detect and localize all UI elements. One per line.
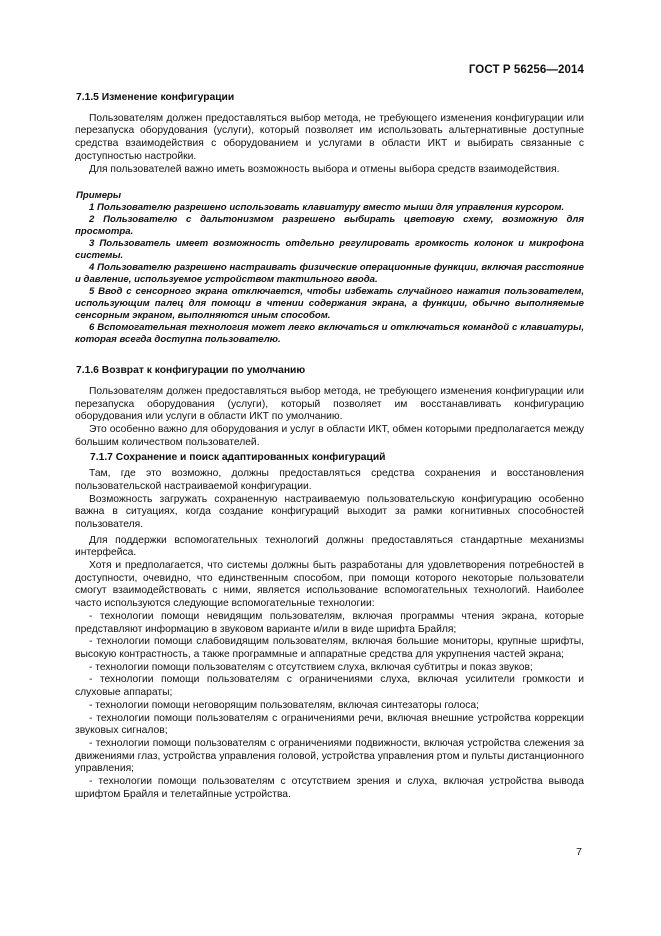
example-item: 5 Ввод с сенсорного экрана отключается, чтобы избежать случайного нажатия пользователем, использующим палец для помощи в чтении содержания экрана, а функции, обычно выполняемые сенсорным экраном, выполняются иным способом. xyxy=(75,286,584,322)
paragraph: Для поддержки вспомогательных технологий должны предоставляться стандартные механизмы интерфейса. xyxy=(75,534,584,559)
section-heading-7-1-5: 7.1.5 Изменение конфигурации xyxy=(76,92,235,103)
section-heading-7-1-7: 7.1.7 Сохранение и поиск адаптированных конфигураций xyxy=(90,452,386,464)
example-item: 2 Пользователю с дальтонизмом разрешено выбирать цветовую схему, возможную для просмотра. xyxy=(75,214,584,238)
list-item: - технологии помощи неговорящим пользователям, включая синтезаторы голоса; xyxy=(89,699,479,711)
document-code-header: ГОСТ Р 56256—2014 xyxy=(468,64,584,76)
examples-title: Примеры xyxy=(76,190,122,202)
paragraph: Там, где это возможно, должны предоставляться средства сохранения и восстановления пользовательской настраиваемой конфигурации. xyxy=(75,468,584,492)
paragraph: Это особенно важно для оборудования и услуг в области ИКТ, обмен которыми предполагается между большим количеством пользователей. xyxy=(75,424,584,448)
section-heading-7-1-6: 7.1.6 Возврат к конфигурации по умолчанию xyxy=(76,365,306,377)
paragraph: Для пользователей важно иметь возможность выбора и отмены выбора средств взаимодействия. xyxy=(89,163,560,175)
example-item: 1 Пользователю разрешено использовать клавиатуру вместо мыши для управления курсором. xyxy=(89,202,565,214)
page-content xyxy=(75,92,584,801)
example-item: 6 Вспомогательная технология может легко включаться и отключаться командой с клавиатуры, которая всегда доступна пользователю. xyxy=(75,322,584,346)
example-item: 3 Пользователь имеет возможность отдельно регулировать громкость колонок и микрофона системы. xyxy=(75,238,584,262)
page-number: 7 xyxy=(576,846,582,858)
paragraph: Пользователям должен предоставляться выбор метода, не требующего изменения конфигурации или перезапуска оборудования (услуги), который позволяет им использовать альтернативные доступные средства взаимодействия с оборудованием и услугами в области ИКТ и выбирать связанные с доступностью настройки. xyxy=(75,112,584,162)
examples-block xyxy=(75,190,584,346)
list-item: - технологии помощи пользователям с ограничениями слуха, включая усилители громкости и слуховые аппараты; xyxy=(75,674,584,699)
list-item: - технологии помощи пользователям с ограничениями подвижности, включая устройства слежения за движениями глаз, устройства управления головой, устройства управления ртом и пульты дистанционного управления; xyxy=(75,737,584,775)
list-item: - технологии помощи пользователям с отсутствием слуха, включая субтитры и показ звуков; xyxy=(89,661,533,673)
list-item: - технологии помощи невидящим пользователям, включая программы чтения экрана, которые представляют информацию в звуковом варианте и/или в виде шрифта Брайля; xyxy=(75,610,584,635)
example-item: 4 Пользователю разрешено настраивать физические операционные функции, включая расстояние и давление, используемое устройством тактильного ввода. xyxy=(75,262,584,286)
list-item: - технологии помощи пользователям с отсутствием зрения и слуха, включая устройства вывода шрифтом Брайля и телетайпные устройства. xyxy=(75,776,584,800)
list-item: - технологии помощи пользователям с ограничениями речи, включая внешние устройства коррекции звуковых сигналов; xyxy=(75,712,584,737)
paragraph: Пользователям должен предоставляться выбор метода, не требующего изменения конфигурации или перезапуска оборудования (услуги), который позволяет им восстанавливать конфигурацию оборудования или услуги в области ИКТ по умолчанию. xyxy=(75,385,584,423)
paragraph: Возможность загружать сохраненную настраиваемую пользовательскую конфигурацию особенно важна в ситуациях, когда создание конфигураций выходит за рамки когнитивных способностей пользователя. xyxy=(75,493,584,530)
paragraph: Хотя и предполагается, что системы должны быть разработаны для удовлетворения потребностей в доступности, очевидно, что единственным способом, при помощи которого некоторые пользователи смогут взаимодействовать с ними, является использование вспомогательных технологий. Наиболее часто используются следующие вспомогательные технологии: xyxy=(75,560,584,610)
list-item: - технологии помощи слабовидящим пользователям, включая большие мониторы, крупные шрифты, высокую контрастность, а также программные и аппаратные средства для укрупнения частей экрана; xyxy=(75,636,584,660)
